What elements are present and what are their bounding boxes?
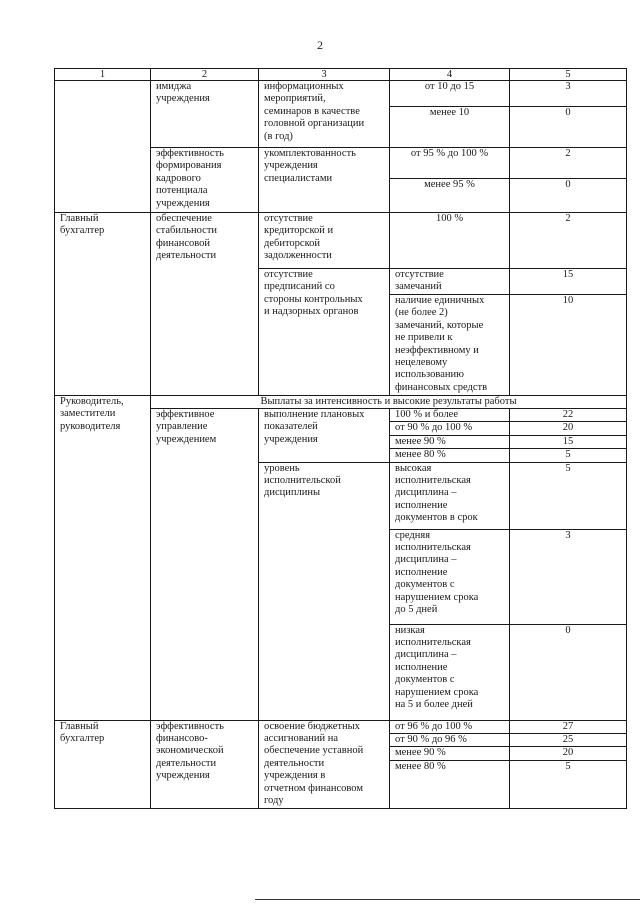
header-col-4: 4 (390, 69, 510, 81)
condition-cell: отсутствие замечаний (390, 269, 510, 295)
points-cell: 22 (510, 409, 627, 422)
points-cell: 3 (510, 81, 627, 107)
points-cell: 25 (510, 734, 627, 747)
points-cell: 3 (510, 529, 627, 624)
condition-cell: менее 80 % (390, 760, 510, 808)
indicator-cell: информационных мероприятий, семинаров в качестве головной организации (в год) (259, 81, 390, 148)
condition-cell: менее 90 % (390, 747, 510, 760)
criterion-cell: эффективность формирования кадрового потенциала учреждения (151, 148, 259, 213)
page-number: 2 (317, 38, 323, 52)
condition-cell: менее 80 % (390, 449, 510, 462)
condition-cell: высокая исполнительская дисциплина – исполнение документов в срок (390, 462, 510, 529)
condition-cell: от 10 до 15 (390, 81, 510, 107)
condition-cell: 100 % (390, 213, 510, 269)
condition-cell: наличие единичных (не более 2) замечаний, которые не привели к неэффективному и нецелевому использованию финансовых средств (390, 295, 510, 396)
points-cell: 0 (510, 624, 627, 720)
indicator-cell: укомплектованность учреждения специалистами (259, 148, 390, 213)
criterion-cell: эффективность финансово- экономической деятельности учреждения (151, 720, 259, 808)
points-cell: 15 (510, 435, 627, 448)
position-cell: Главный бухгалтер (55, 720, 151, 808)
points-cell: 20 (510, 747, 627, 760)
criterion-cell: эффективное управление учреждением (151, 409, 259, 721)
condition-cell: 100 % и более (390, 409, 510, 422)
table-row (55, 81, 627, 107)
condition-cell: от 96 % до 100 % (390, 720, 510, 733)
table-row (55, 396, 627, 409)
points-cell: 27 (510, 720, 627, 733)
points-cell: 5 (510, 760, 627, 808)
criterion-cell: имиджа учреждения (151, 81, 259, 148)
indicator-cell: выполнение плановых показателей учреждения (259, 409, 390, 463)
bottom-rule (255, 899, 640, 900)
points-cell: 5 (510, 462, 627, 529)
table-row (55, 213, 627, 269)
points-cell: 20 (510, 422, 627, 435)
indicator-cell: отсутствие предписаний со стороны контрольных и надзорных органов (259, 269, 390, 396)
points-cell: 2 (510, 213, 627, 269)
condition-cell: низкая исполнительская дисциплина – исполнение документов с нарушением срока на 5 и более дней (390, 624, 510, 720)
header-col-5: 5 (510, 69, 627, 81)
position-cell: Руководитель, заместители руководителя (55, 396, 151, 721)
indicator-cell: освоение бюджетных ассигнований на обеспечение уставной деятельности учреждения в отчетном финансовом году (259, 720, 390, 808)
header-col-1: 1 (55, 69, 151, 81)
criteria-table (54, 68, 627, 809)
table-row (55, 720, 627, 733)
condition-cell: от 90 % до 100 % (390, 422, 510, 435)
condition-cell: менее 90 % (390, 435, 510, 448)
points-cell: 0 (510, 107, 627, 148)
points-cell: 2 (510, 148, 627, 179)
points-cell: 15 (510, 269, 627, 295)
points-cell: 0 (510, 179, 627, 213)
points-cell: 5 (510, 449, 627, 462)
condition-cell: средняя исполнительская дисциплина – исполнение документов с нарушением срока до 5 дней (390, 529, 510, 624)
header-col-2: 2 (151, 69, 259, 81)
indicator-cell: отсутствие кредиторской и дебиторской задолженности (259, 213, 390, 269)
condition-cell: менее 10 (390, 107, 510, 148)
condition-cell: менее 95 % (390, 179, 510, 213)
criterion-cell: обеспечение стабильности финансовой деятельности (151, 213, 259, 396)
condition-cell: от 90 % до 96 % (390, 734, 510, 747)
position-cell-empty (55, 81, 151, 213)
condition-cell: от 95 % до 100 % (390, 148, 510, 179)
position-cell: Главный бухгалтер (55, 213, 151, 396)
indicator-cell: уровень исполнительской дисциплины (259, 462, 390, 720)
header-col-3: 3 (259, 69, 390, 81)
table-header-row (55, 69, 627, 81)
points-cell: 10 (510, 295, 627, 396)
section-title: Выплаты за интенсивность и высокие результаты работы (151, 396, 627, 409)
